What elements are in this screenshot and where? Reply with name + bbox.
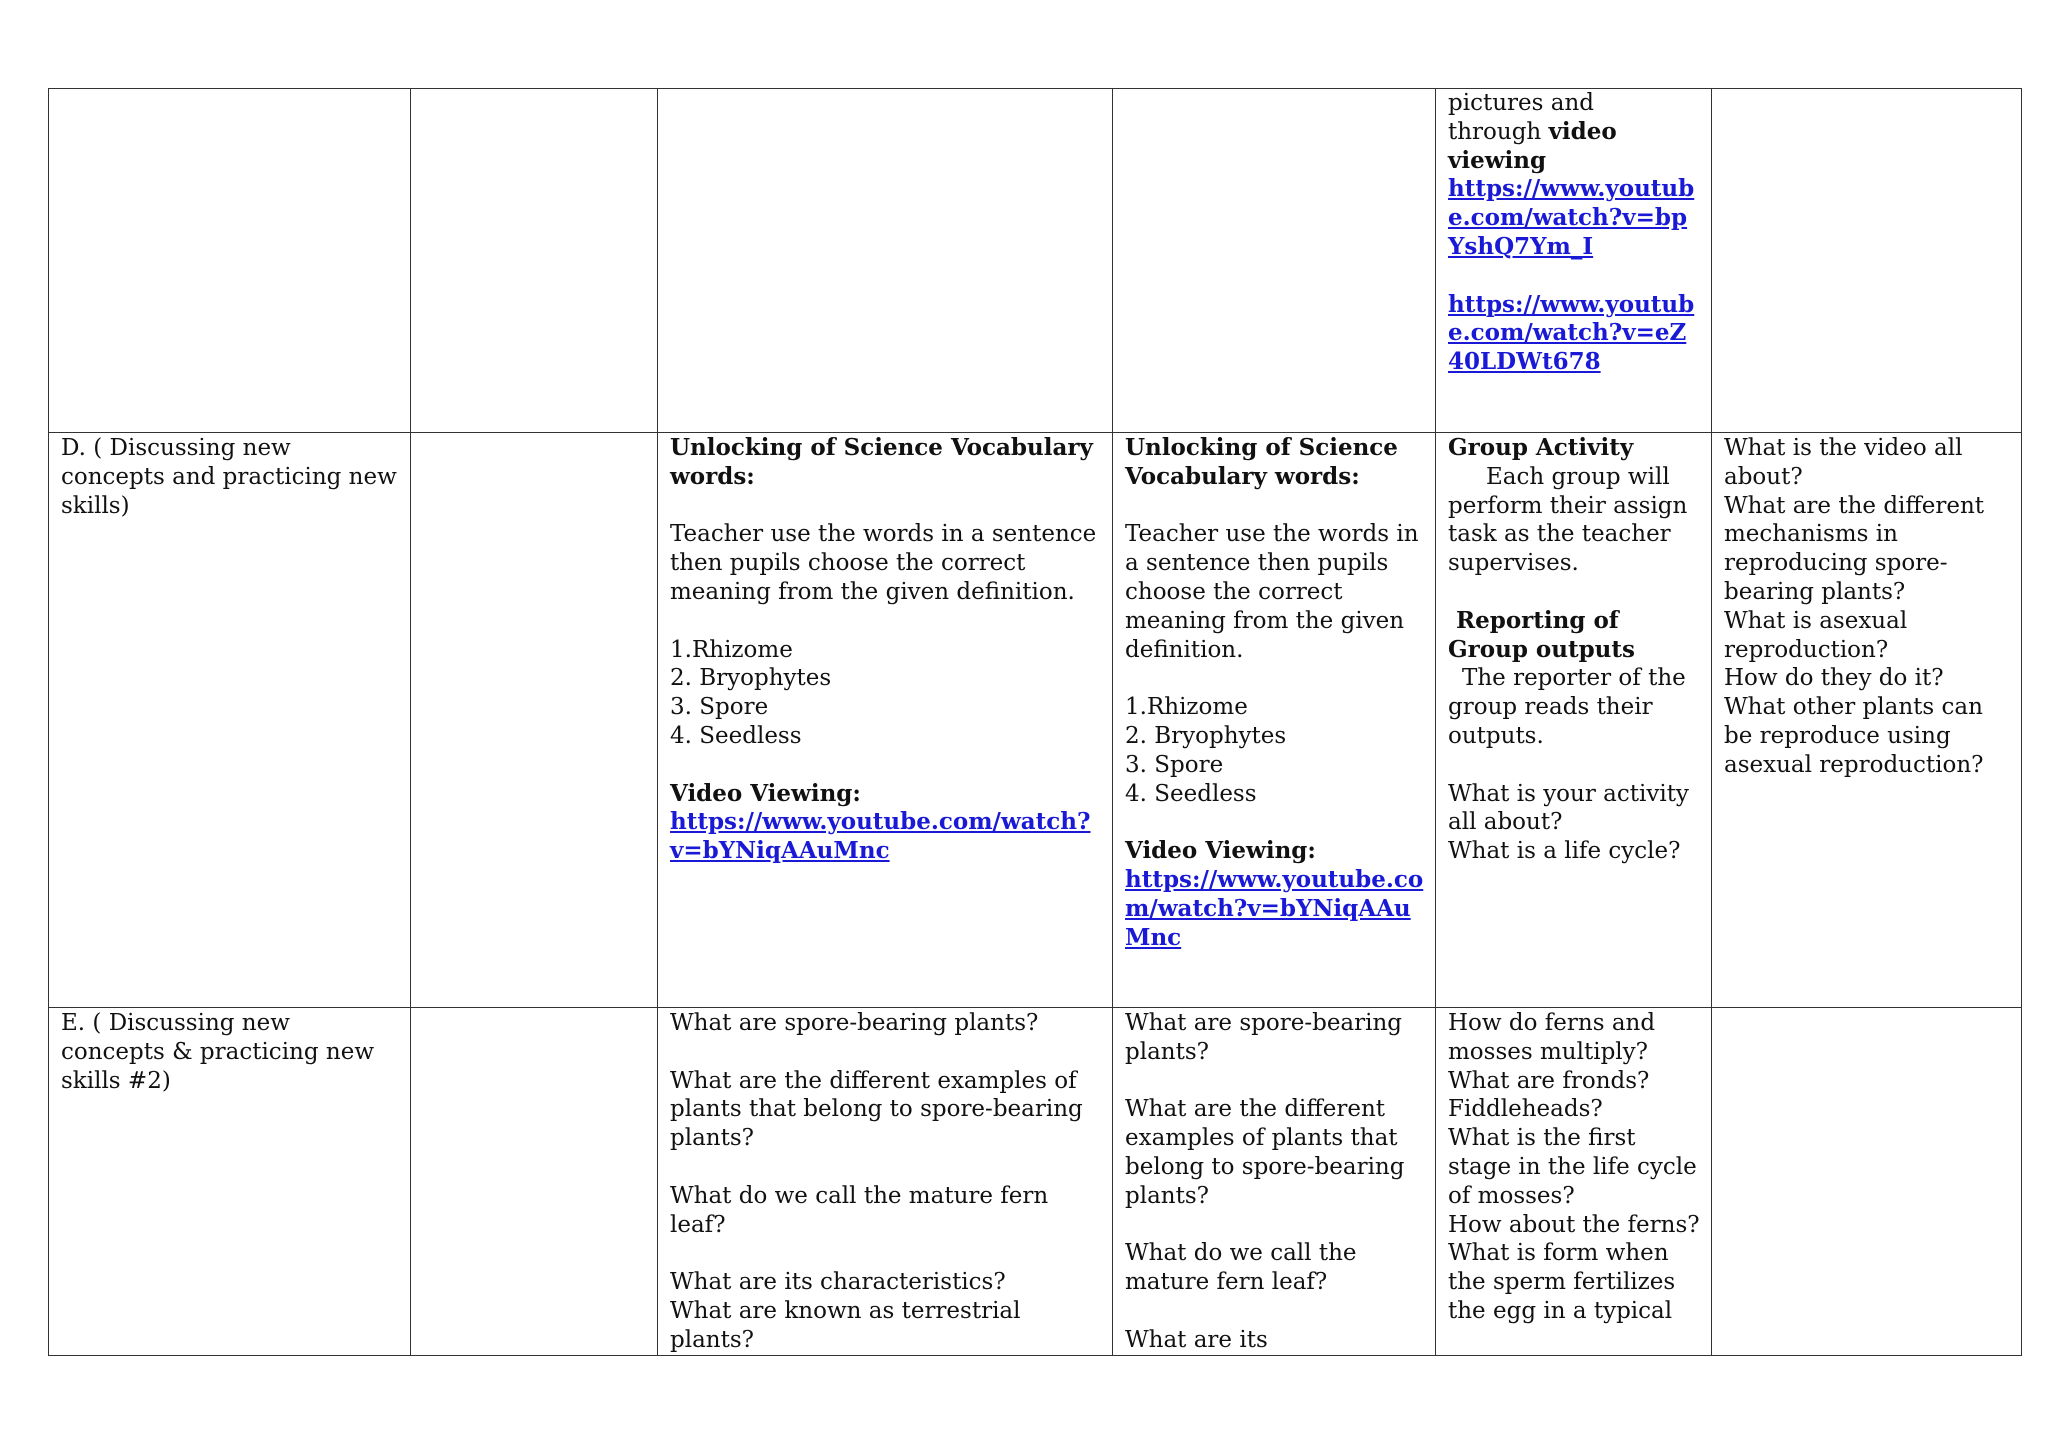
question-text: What are the different mechanisms in reproducing spore-bearing plants?	[1724, 492, 1992, 605]
question-text: What do we call the mature fern leaf?	[1125, 1240, 1364, 1296]
table-cell	[1712, 433, 2022, 1008]
section-heading: Video Viewing:	[1125, 837, 1316, 865]
cell-text: The reporter of the group reads their outputs.	[1448, 665, 1694, 749]
video-link[interactable]: https://www.youtube.com/watch?v=bYNiqAAuMnc	[670, 808, 1091, 865]
question-text: What are its characteristics?	[670, 1269, 1006, 1296]
video-link[interactable]: https://www.youtube.com/watch?v=bYNiqAAuMnc	[1125, 865, 1424, 951]
row-label: E. ( Discussing new concepts & practicing new skills #2)	[61, 1010, 382, 1094]
table-cell	[1113, 1008, 1436, 1356]
question-text: What other plants can be reproduce using asexual reproduction?	[1724, 694, 1991, 778]
table-cell	[1113, 433, 1436, 1008]
table-cell	[411, 1008, 658, 1356]
spacer	[1448, 262, 1701, 291]
video-link[interactable]: https://www.youtube.com/watch?v=eZ40LDWt678	[1448, 290, 1695, 376]
question-text: What are known as terrestrial plants?	[670, 1297, 1028, 1353]
question-text: What are spore-bearing plants?	[1125, 1010, 1410, 1065]
list-item: 4. Seedless	[1125, 780, 1257, 807]
table-cell	[1436, 89, 1712, 433]
question-text: What is the video all about?	[1724, 435, 1970, 490]
question-text: What is your activity all about?	[1448, 780, 1697, 836]
question-text: What do we call the mature fern leaf?	[670, 1182, 1056, 1238]
list-item: 4. Seedless	[670, 722, 802, 749]
question-text: How do ferns and mosses multiply?	[1448, 1010, 1663, 1065]
list-item: 2. Bryophytes	[670, 665, 832, 692]
table-cell	[1436, 1008, 1712, 1356]
question-text: What is the first stage in the life cycle of mosses?	[1448, 1125, 1705, 1209]
table-cell	[1712, 1008, 2022, 1356]
question-text: How do they do it?	[1724, 665, 1944, 692]
cell-text: Each group will perform their assign task as the teacher supervises.	[1448, 463, 1695, 577]
cell-text: through video	[1448, 117, 1617, 145]
list-item: 3. Spore	[670, 694, 769, 721]
table-row	[49, 89, 2022, 433]
question-text: What is a life cycle?	[1448, 838, 1681, 865]
section-heading: Reporting of Group outputs	[1448, 606, 1635, 663]
question-text: What are spore-bearing plants?	[670, 1010, 1039, 1036]
question-text: What are fronds?	[1448, 1067, 1650, 1094]
cell-text: Teacher use the words in a sentence then pupils choose the correct meaning from the given definition.	[1125, 521, 1426, 663]
section-heading: Group Activity	[1448, 434, 1634, 461]
question-text: Fiddleheads?	[1448, 1096, 1603, 1123]
list-item: 3. Spore	[1125, 751, 1224, 778]
table-cell	[411, 433, 658, 1008]
cell-text: Teacher use the words in a sentence then pupils choose the correct meaning from the given definition.	[670, 521, 1104, 605]
lesson-plan-table	[48, 88, 2022, 1356]
question-text: How about the ferns?	[1448, 1211, 1700, 1238]
cell-text: pictures and	[1448, 90, 1594, 116]
question-text: What is asexual reproduction?	[1724, 607, 1915, 663]
table-cell	[1712, 89, 2022, 433]
video-link[interactable]: https://www.youtube.com/watch?v=bpYshQ7Ym_I	[1448, 175, 1695, 260]
row-label-cell	[49, 433, 411, 1008]
section-heading: Unlocking of Science Vocabulary words:	[670, 434, 1101, 490]
section-heading: Unlocking of Science Vocabulary words:	[1125, 434, 1406, 490]
row-label-cell	[49, 1008, 411, 1356]
table-cell	[1436, 433, 1712, 1008]
table-cell	[658, 89, 1113, 433]
row-label-cell	[49, 89, 411, 433]
cell-text: viewing	[1448, 146, 1547, 174]
table-cell	[411, 89, 658, 433]
question-text: What are the different examples of plants that belong to spore-bearing plants?	[670, 1067, 1091, 1152]
table-cell	[1113, 89, 1436, 433]
question-text: What are the different examples of plants that belong to spore-bearing plants?	[1125, 1096, 1412, 1209]
table-cell	[658, 1008, 1113, 1356]
row-label: D. ( Discussing new concepts and practicing new skills)	[61, 435, 405, 519]
list-item: 1.Rhizome	[1125, 694, 1248, 721]
table-row	[49, 433, 2022, 1008]
question-text: What is form when the sperm fertilizes the egg in a typical	[1448, 1240, 1683, 1324]
question-text: What are its	[1125, 1326, 1268, 1353]
table-row	[49, 1008, 2022, 1356]
table-cell	[658, 433, 1113, 1008]
list-item: 1.Rhizome	[670, 636, 793, 663]
list-item: 2. Bryophytes	[1125, 722, 1287, 749]
section-heading: Video Viewing:	[670, 779, 861, 807]
